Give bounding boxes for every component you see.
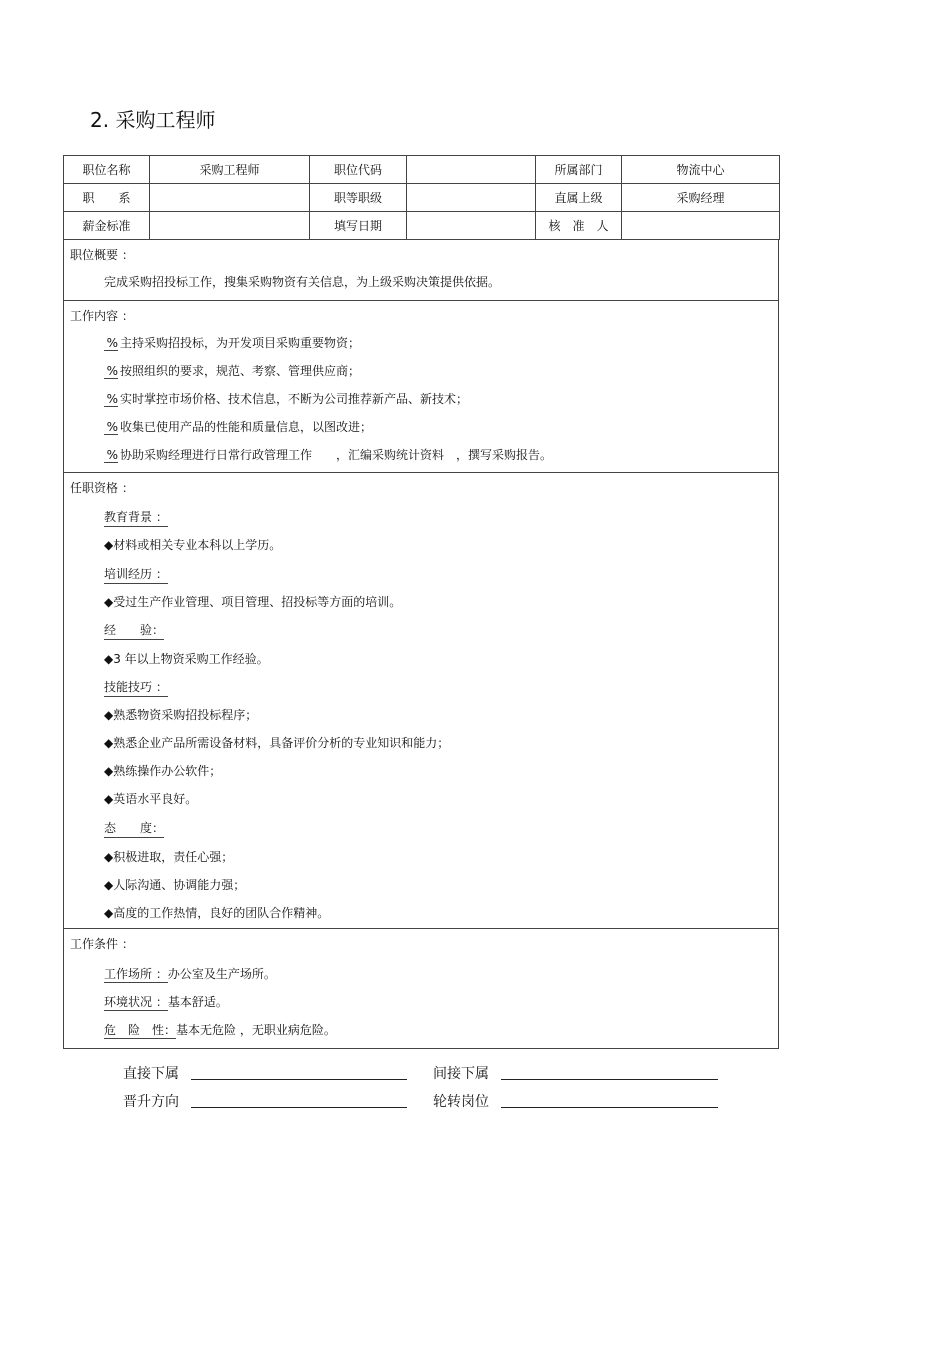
workplace-label: 工作场所 ：	[104, 967, 168, 981]
environment-row	[104, 993, 228, 1010]
header-table	[63, 155, 780, 240]
approver-value	[622, 212, 780, 240]
environment-value: 基本舒适。	[167, 995, 228, 1009]
list-item: % 收集已使用产品的性能和质量信息，以图改进；	[104, 418, 372, 435]
training-text: ◆受过生产作业管理、项目管理、招投标等方面的培训。	[104, 595, 402, 609]
position-code-label: 职位代码	[310, 156, 407, 184]
training-label: 培训经历 ：	[104, 565, 168, 584]
overview-label: 职位概要 ：	[70, 248, 134, 262]
rotation-line[interactable]	[501, 1107, 718, 1108]
list-item: ◆高度的工作热情，良好的团队合作精神。	[104, 906, 330, 920]
list-item: ◆熟练操作办公软件；	[104, 764, 222, 778]
percent-marker: %	[104, 420, 118, 435]
position-name-value: 采购工程师	[150, 156, 310, 184]
grade-label: 职等职级	[310, 184, 407, 212]
position-name-label: 职位名称	[64, 156, 150, 184]
table-row	[64, 156, 780, 184]
job-description-form	[63, 155, 779, 1049]
list-item: ◆人际沟通、协调能力强；	[104, 878, 246, 892]
list-item: % 协助采购经理进行日常行政管理工作 ，汇编采购统计资料 ，撰写采购报告。	[104, 446, 552, 463]
experience-label: 经 验：	[104, 621, 164, 640]
list-item: ◆熟悉企业产品所需设备材料，具备评价分析的专业知识和能力；	[104, 736, 450, 750]
duties-label: 工作内容 ：	[70, 309, 134, 323]
percent-marker: %	[104, 364, 118, 379]
duties-section	[63, 301, 779, 473]
page-title: 2. 采购工程师	[90, 108, 216, 132]
promotion-line[interactable]	[191, 1107, 407, 1108]
conditions-section	[63, 929, 779, 1049]
list-item: ◆熟悉物资采购招投标程序；	[104, 708, 258, 722]
promotion-label: 晋升方向	[123, 1094, 179, 1110]
indirect-reports-line[interactable]	[501, 1079, 718, 1080]
salary-value	[150, 212, 310, 240]
approver-label: 核 准 人	[536, 212, 622, 240]
risk-row	[104, 1021, 336, 1038]
risk-value: 基本无危险 ，无职业病危险。	[176, 1023, 336, 1037]
grade-value	[407, 184, 536, 212]
experience-text: ◆3 年以上物资采购工作经验。	[104, 652, 269, 666]
education-label: 教育背景 ：	[104, 508, 168, 527]
conditions-label: 工作条件 ：	[70, 937, 134, 951]
risk-label: 危 险 性：	[104, 1023, 177, 1037]
workplace-value: 办公室及生产场所。	[167, 967, 276, 981]
percent-marker: %	[104, 336, 118, 351]
skills-label: 技能技巧 ：	[104, 678, 168, 697]
supervisor-label: 直属上级	[536, 184, 622, 212]
fill-date-label: 填写日期	[310, 212, 407, 240]
attitude-label: 态 度：	[104, 819, 164, 838]
percent-marker: %	[104, 448, 118, 463]
department-value: 物流中心	[622, 156, 780, 184]
salary-label: 薪金标准	[64, 212, 150, 240]
direct-reports-label: 直接下属	[123, 1066, 179, 1082]
fill-date-value	[407, 212, 536, 240]
overview-section	[63, 240, 779, 301]
job-family-label: 职 系	[64, 184, 150, 212]
workplace-row	[104, 965, 276, 982]
overview-text: 完成采购招投标工作，搜集采购物资有关信息，为上级采购决策提供依据。	[104, 275, 501, 289]
list-item: ◆积极进取，责任心强；	[104, 850, 234, 864]
table-row	[64, 212, 780, 240]
table-row	[64, 184, 780, 212]
indirect-reports-label: 间接下属	[433, 1066, 489, 1082]
percent-marker: %	[104, 392, 118, 407]
department-label: 所属部门	[536, 156, 622, 184]
rotation-label: 轮转岗位	[433, 1094, 489, 1110]
list-item: ◆英语水平良好。	[104, 792, 198, 806]
position-code-value	[407, 156, 536, 184]
qualifications-label: 任职资格 ：	[70, 481, 134, 495]
qualifications-section	[63, 473, 779, 929]
environment-label: 环境状况 ：	[104, 995, 168, 1009]
education-text: ◆材料或相关专业本科以上学历。	[104, 538, 282, 552]
list-item: % 实时掌控市场价格、技术信息，不断为公司推荐新产品、新技术；	[104, 390, 468, 407]
job-family-value	[150, 184, 310, 212]
list-item: % 按照组织的要求，规范、考察、管理供应商；	[104, 362, 360, 379]
list-item: % 主持采购招投标，为开发项目采购重要物资；	[104, 334, 360, 351]
direct-reports-line[interactable]	[191, 1079, 407, 1080]
supervisor-value: 采购经理	[622, 184, 780, 212]
